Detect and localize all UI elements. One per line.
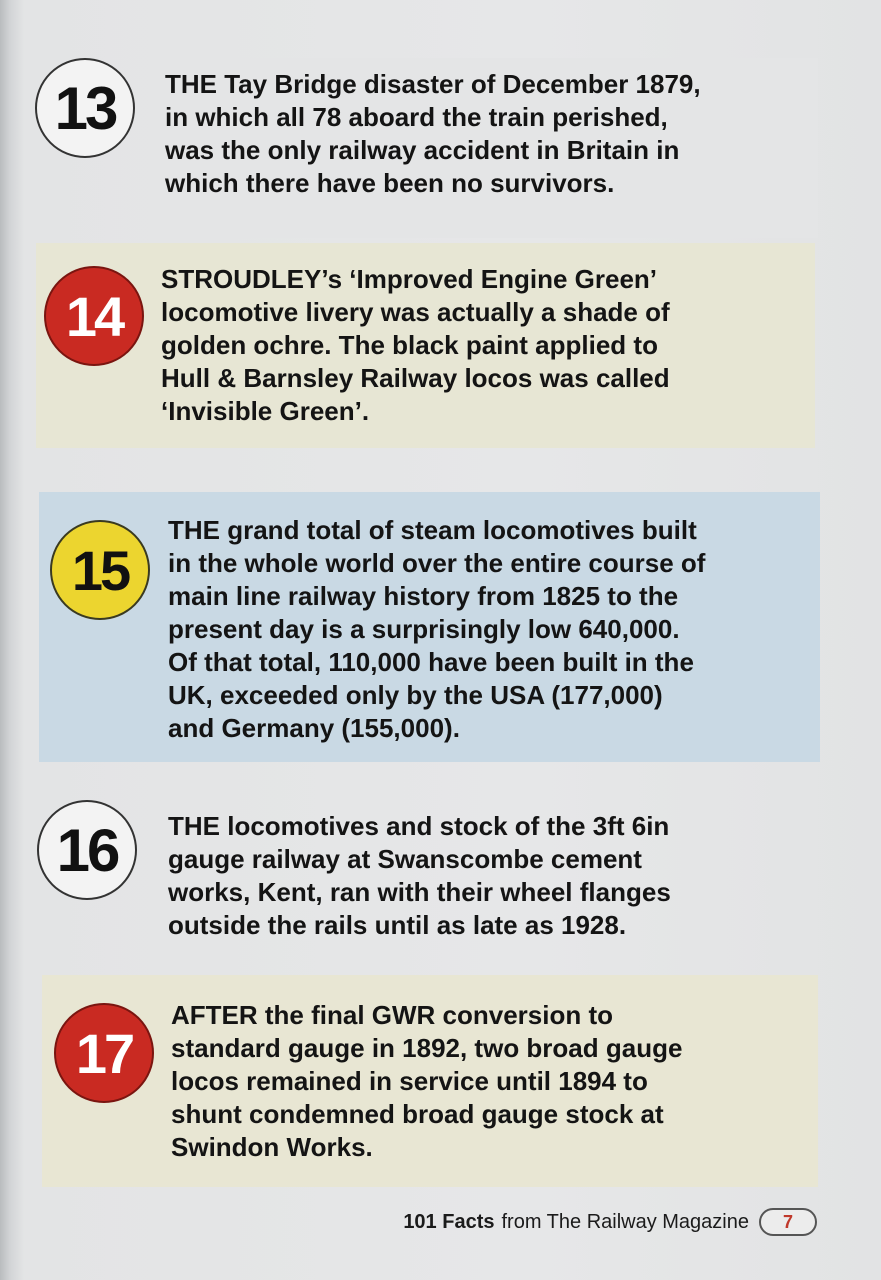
footer-book-title: 101 Facts (403, 1210, 495, 1233)
fact-line: in which all 78 aboard the train perished, (165, 102, 668, 132)
fact-line: which there have been no survivors. (165, 168, 615, 198)
fact-number-14: 14 (65, 284, 123, 348)
fact-line: Of that total, 110,000 have been built in the (168, 647, 694, 677)
fact-line: gauge railway at Swanscombe cement (168, 844, 642, 874)
page-footer (403, 1205, 817, 1239)
fact-line: AFTER the final GWR conversion to (171, 1000, 614, 1030)
fact-line: shunt condemned broad gauge stock at (171, 1099, 664, 1129)
fact-line: Swindon Works. (171, 1132, 373, 1162)
fact-number-badge-14 (44, 266, 144, 366)
fact-line: ‘Invisible Green’. (161, 396, 370, 426)
fact-number-badge-15 (50, 520, 150, 620)
fact-line: THE Tay Bridge disaster of December 1879, (165, 69, 701, 99)
fact-number-13: 13 (54, 74, 116, 142)
fact-number-17: 17 (75, 1021, 133, 1085)
fact-line: THE grand total of steam locomotives built (168, 515, 697, 545)
page-number: 7 (782, 1211, 793, 1232)
fact-line: STROUDLEY’s ‘Improved Engine Green’ (161, 264, 658, 294)
fact-line: locos remained in service until 1894 to (171, 1066, 648, 1096)
fact-line: main line railway history from 1825 to the (168, 581, 679, 611)
fact-text-16 (168, 810, 671, 942)
fact-line: outside the rails until as late as 1928. (168, 910, 627, 940)
fact-number-badge-13 (35, 58, 135, 158)
fact-line: locomotive livery was actually a shade of (161, 297, 670, 327)
fact-line: THE locomotives and stock of the 3ft 6in (168, 811, 670, 841)
fact-line: works, Kent, ran with their wheel flanges (168, 877, 671, 907)
fact-line: present day is a surprisingly low 640,000. (168, 614, 680, 644)
fact-text-14 (161, 263, 670, 428)
fact-line: in the whole world over the entire course of (168, 548, 706, 578)
fact-line: and Germany (155,000). (168, 713, 460, 743)
footer-source: from The Railway Magazine (501, 1210, 749, 1233)
fact-line: standard gauge in 1892, two broad gauge (171, 1033, 683, 1063)
fact-number-badge-16 (37, 800, 137, 900)
page-number-badge (759, 1208, 817, 1236)
fact-text-15 (168, 514, 705, 745)
fact-line: Hull & Barnsley Railway locos was called (161, 363, 670, 393)
fact-number-badge-17 (54, 1003, 154, 1103)
fact-number-15: 15 (71, 538, 129, 602)
fact-text-17 (171, 999, 682, 1164)
fact-line: was the only railway accident in Britain in (165, 135, 680, 165)
fact-text-13 (165, 68, 701, 200)
fact-line: golden ochre. The black paint applied to (161, 330, 658, 360)
fact-line: UK, exceeded only by the USA (177,000) (168, 680, 663, 710)
fact-number-16: 16 (56, 816, 118, 884)
